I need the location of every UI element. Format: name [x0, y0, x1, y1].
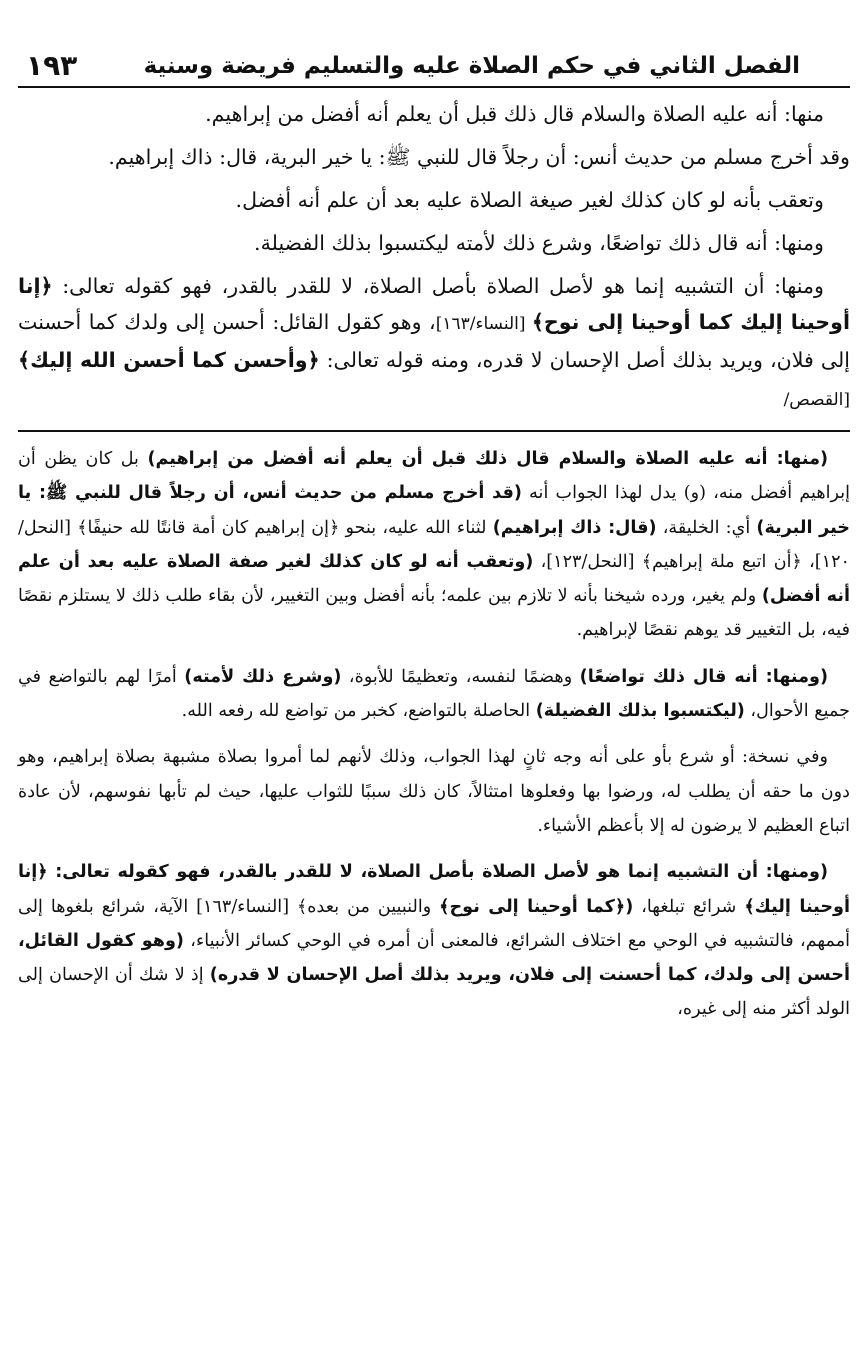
- main-paragraph: وقد أخرج مسلم من حديث أنس: أن رجلاً قال للنبي ﷺ: يا خير البرية، قال: ذاك إبراهيم.: [108, 145, 850, 169]
- quoted-text: (﴿كما أوحينا إلى نوح﴾: [439, 896, 634, 917]
- main-text-span: ومنها: أن التشبيه إنما هو لأصل الصلاة بأصل الصلاة، لا للقدر بالقدر، فهو كقوله تعالى:: [52, 274, 824, 298]
- commentary-text: إذ لا شك أن الإحسان إلى الولد أكثر منه إلى غيره،: [18, 965, 850, 1020]
- verse-citation: [النساء/١٦٣]: [435, 314, 532, 334]
- page-header: [18, 40, 850, 88]
- commentary-paragraph: وفي نسخة: أو شرع بأو على أنه وجه ثانٍ لهذا الجواب، وذلك لأنهم لما أمروا بصلاة مشبهة بصلاة إبراهيم، وهو دون ما حقه أن يطلب له، ورضوا بها وفعلوها امتثالاً، كان ذلك سببًا للثواب عليها، حيث لم تأبها نفوسهم، لأن عادة اتباع العظيم لا يرضون له إلا بأعظم الأشياء.: [18, 747, 850, 836]
- commentary-text: بل كان يظن أن إبراهيم أفضل منه، (و) يدل لهذا الجواب أنه: [18, 449, 850, 504]
- commentary-text: والنبيين من بعده﴾ [النساء/١٦٣] الآية، شرائع بلغوها إلى أممهم، فالتشبيه في الوحي مع اختلاف الشرائع، فالمعنى أن أمره في الوحي كسائر الأنبياء،: [18, 896, 851, 951]
- main-paragraph: منها: أنه عليه الصلاة والسلام قال ذلك قبل أن يعلم أنه أفضل من إبراهيم.: [205, 102, 824, 126]
- main-paragraph: وتعقب بأنه لو كان كذلك لغير صيغة الصلاة عليه بعد أن علم أنه أفضل.: [235, 188, 824, 212]
- book-page: [18, 40, 850, 1039]
- quran-verse: ﴿وأحسن كما أحسن الله إليك﴾: [18, 348, 320, 372]
- quoted-text: (ليكتسبوا بذلك الفضيلة): [535, 701, 745, 722]
- verse-citation: [القصص/: [783, 390, 850, 410]
- commentary-section: [18, 442, 850, 1027]
- commentary-text: شرائع تبلغها،: [633, 896, 745, 917]
- quoted-text: (قد أخرج مسلم من حديث أنس، أن رجلاً قال للنبي ﷺ: يا خير البرية): [18, 483, 850, 538]
- quoted-text: (وشرع ذلك لأمته): [184, 666, 342, 687]
- commentary-paragraph: [18, 442, 850, 648]
- commentary-text: ولم يغير، ورده شيخنا بأنه لا تلازم بين علمه؛ بأنه أفضل وبين التغيير، لأن بقاء طلب ذلك لا يستلزم نقصًا فيه، بل التغيير قد يوهم نقصًا لإبراهيم.: [18, 586, 850, 641]
- footnote-divider: [18, 430, 850, 432]
- quoted-text: (منها: أنه عليه الصلاة والسلام قال ذلك قبل أن يعلم أنه أفضل من إبراهيم): [147, 449, 829, 469]
- commentary-text: أي: الخليقة،: [656, 517, 757, 538]
- main-text-span: ، وهو كقول القائل: أحسن إلى ولدك كما أحسنت إلى فلان، ويريد بذلك أصل الإحسان لا قدره، ومنه قوله تعالى:: [18, 310, 850, 372]
- main-text: [18, 96, 850, 418]
- quoted-text: (وهو كقول القائل، أحسن إلى ولدك، كما أحسنت إلى فلان، ويريد بذلك أصل الإحسان لا قدره): [18, 930, 850, 986]
- quoted-text: (ومنها: أن التشبيه إنما هو لأصل الصلاة بأصل الصلاة، لا للقدر بالقدر، فهو كقوله تعالى: ﴿إنا أوحينا إليك﴾: [18, 862, 850, 917]
- quoted-text: (وتعقب أنه لو كان كذلك لغير صفة الصلاة عليه بعد أن علم أنه أفضل): [18, 551, 850, 607]
- commentary-text: وهضمًا لنفسه، وتعظيمًا للأبوة،: [341, 666, 580, 687]
- running-title: الفصل الثاني في حكم الصلاة عليه والتسليم فريضة وسنية: [143, 53, 800, 79]
- main-paragraph: [18, 268, 850, 418]
- commentary-paragraph: [18, 855, 850, 1026]
- commentary-text: أمرًا لهم بالتواضع في جميع الأحوال،: [18, 666, 850, 722]
- commentary-text: لثناء الله عليه، بنحو ﴿إن إبراهيم كان أمة قانتًا لله حنيفًا﴾ [النحل/١٢٠]، ﴿أن اتبع ملة إبراهيم﴾ [النحل/١٢٣]،: [18, 517, 850, 572]
- quran-verse: ﴿إنا أوحينا إليك كما أوحينا إلى نوح﴾: [18, 274, 850, 334]
- commentary-paragraph: [18, 660, 850, 729]
- quoted-text: (ومنها: أنه قال ذلك تواضعًا): [579, 666, 828, 687]
- commentary-text: الحاصلة بالتواضع، كخبر من تواضع لله رفعه الله.: [181, 701, 536, 722]
- quoted-text: (قال: ذاك إبراهيم): [492, 517, 657, 538]
- page-number: ١٩٣: [26, 49, 78, 82]
- main-paragraph: ومنها: أنه قال ذلك تواضعًا، وشرع ذلك لأمته ليكتسبوا بذلك الفضيلة.: [254, 231, 824, 255]
